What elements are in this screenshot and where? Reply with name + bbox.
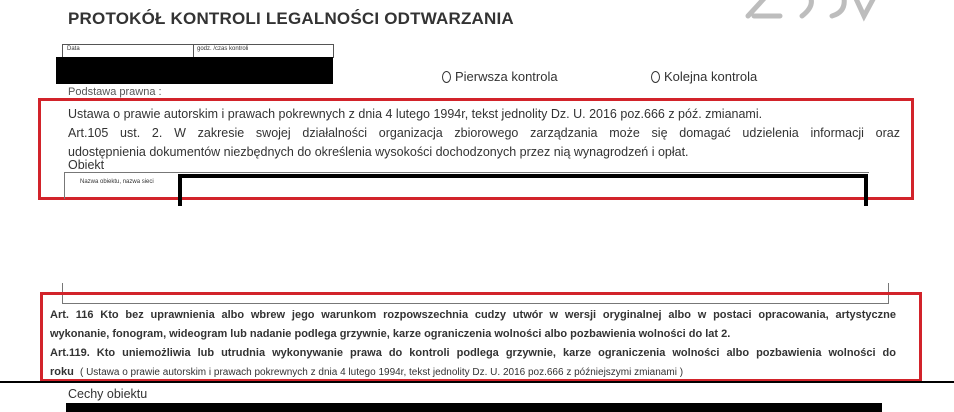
penalties-line-4-bold: roku: [50, 366, 74, 378]
date-label: Data: [67, 46, 80, 52]
legal-basis-text: [68, 105, 900, 162]
radio-circle-icon: [651, 71, 660, 83]
radio-next-control[interactable]: [651, 69, 757, 84]
divider-line: [0, 381, 954, 383]
redaction-block: [56, 57, 333, 84]
time-label: godz. /czas kontroli: [197, 46, 249, 52]
radio-first-control-label: Pierwsza kontrola: [455, 69, 558, 84]
features-label: Cechy obiektu: [68, 387, 148, 401]
penalties-text: [50, 306, 896, 382]
redaction-block: [178, 174, 868, 178]
legal-basis-line-3: udostępnienia dokumentów niezbędnych do określenia wysokości dochodzonych przez nią wynagrodzeń i opłat.: [68, 145, 689, 159]
legal-basis-caption: Podstawa prawna :: [68, 86, 162, 98]
redaction-block: [864, 178, 868, 206]
radio-next-control-label: Kolejna kontrola: [664, 69, 758, 84]
penalties-line-3: Art.119. Kto uniemożliwia lub utrudnia wykonywanie prawa do kontroli podlega grzywnie, karze ograniczenia wolności albo pozbawienia wolności do: [50, 347, 896, 359]
radio-first-control[interactable]: [442, 69, 558, 84]
redaction-block: [66, 403, 882, 412]
legal-basis-line-2: Art.105 ust. 2. W zakresie swojej działalności organizacja zbiorowego zarządzania może się domagać udzielenia informacji oraz: [68, 126, 900, 140]
penalties-line-4: [50, 363, 896, 382]
penalties-line-1: Art. 116 Kto bez uprawnienia albo wbrew jego warunkom rozpowszechnia cudzy utwór w wersji oryginalnej albo w postaci opracowania, artystyczne: [50, 309, 896, 321]
penalties-line-4-note: ( Ustawa o prawie autorskim i prawach pokrewnych z dnia 4 lutego 1994r, tekst jednolity Dz. U. 2016 poz.666 z późniejszymi zmianami ): [79, 367, 684, 378]
zpav-logo: [740, 0, 890, 22]
legal-basis-line-1: Ustawa o prawie autorskim i prawach pokrewnych z dnia 4 lutego 1994r, tekst jednolity Dz. U. 2016 poz.666 z póź. zmianami.: [68, 107, 763, 121]
radio-circle-icon: [442, 71, 451, 83]
object-label: Obiekt: [68, 158, 105, 172]
page-title: PROTOKÓŁ KONTROLI LEGALNOŚCI ODTWARZANIA: [68, 9, 514, 28]
date-time-fields: [62, 44, 334, 58]
redaction-block: [178, 178, 182, 206]
penalties-line-2: wykonanie, fonogram, wideogram lub nadanie podlega grzywnie, karze ograniczenia wolności albo pozbawienia wolności do lat 2.: [50, 328, 731, 340]
object-name-label: Nazwa obiektu, nazwa sieci: [80, 179, 154, 185]
